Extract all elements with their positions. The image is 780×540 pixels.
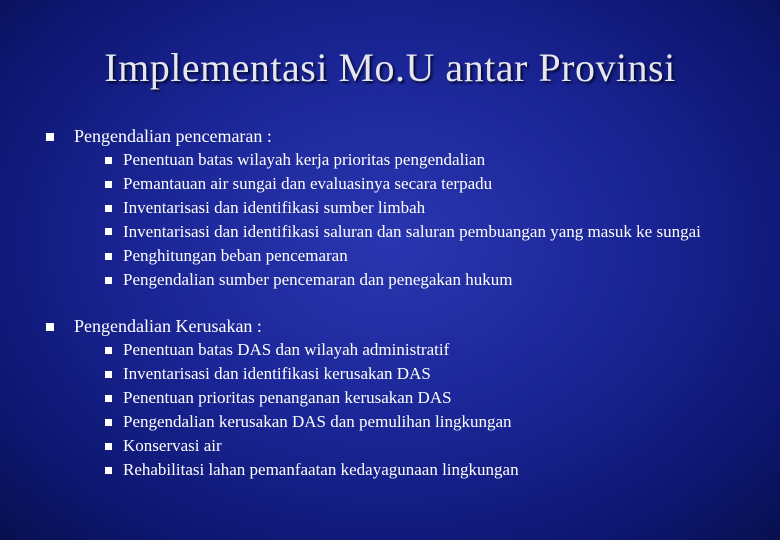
section-heading-text: Pengendalian pencemaran : [74,126,272,146]
section-heading-text: Pengendalian Kerusakan : [74,316,262,336]
list-item [105,196,746,220]
list-item-text: Penentuan prioritas penanganan kerusakan DAS [123,388,452,407]
list-item [105,386,746,410]
square-bullet-icon [105,157,112,164]
list-item [105,338,746,362]
square-bullet-icon [105,419,112,426]
list-item-text: Penghitungan beban pencemaran [123,246,348,265]
list-item-text: Inventarisasi dan identifikasi saluran dan saluran pembuangan yang masuk ke sungai [123,222,701,241]
section-heading [46,124,746,148]
square-bullet-icon [105,277,112,284]
list-item-text: Pengendalian kerusakan DAS dan pemulihan lingkungan [123,412,512,431]
square-bullet-icon [46,323,54,331]
list-item-text: Rehabilitasi lahan pemanfaatan kedayagunaan lingkungan [123,460,519,479]
section-pengendalian-pencemaran [46,124,746,292]
list-item [105,268,746,292]
list-item-text: Pemantauan air sungai dan evaluasinya secara terpadu [123,174,493,193]
list-item-text: Konservasi air [123,436,222,455]
section-pengendalian-kerusakan [46,314,746,482]
list-item [105,434,746,458]
section-heading [46,314,746,338]
square-bullet-icon [105,347,112,354]
square-bullet-icon [105,395,112,402]
list-item-text: Inventarisasi dan identifikasi sumber limbah [123,198,426,217]
square-bullet-icon [105,371,112,378]
list-item [105,244,746,268]
list-item [105,362,746,386]
list-item [105,458,746,482]
list-item-text: Inventarisasi dan identifikasi kerusakan DAS [123,364,431,383]
square-bullet-icon [105,205,112,212]
sub-list [46,148,746,292]
square-bullet-icon [105,253,112,260]
square-bullet-icon [105,228,112,235]
list-item [105,220,746,244]
list-item-text: Pengendalian sumber pencemaran dan penegakan hukum [123,270,513,289]
list-item [105,172,746,196]
sub-list [46,338,746,482]
slide-content [46,124,746,504]
list-item [105,410,746,434]
slide-title: Implementasi Mo.U antar Provinsi [104,45,676,90]
list-item-text: Penentuan batas wilayah kerja prioritas pengendalian [123,150,486,169]
square-bullet-icon [105,443,112,450]
list-item [105,148,746,172]
square-bullet-icon [105,181,112,188]
list-item-text: Penentuan batas DAS dan wilayah administratif [123,340,450,359]
square-bullet-icon [46,133,54,141]
square-bullet-icon [105,467,112,474]
